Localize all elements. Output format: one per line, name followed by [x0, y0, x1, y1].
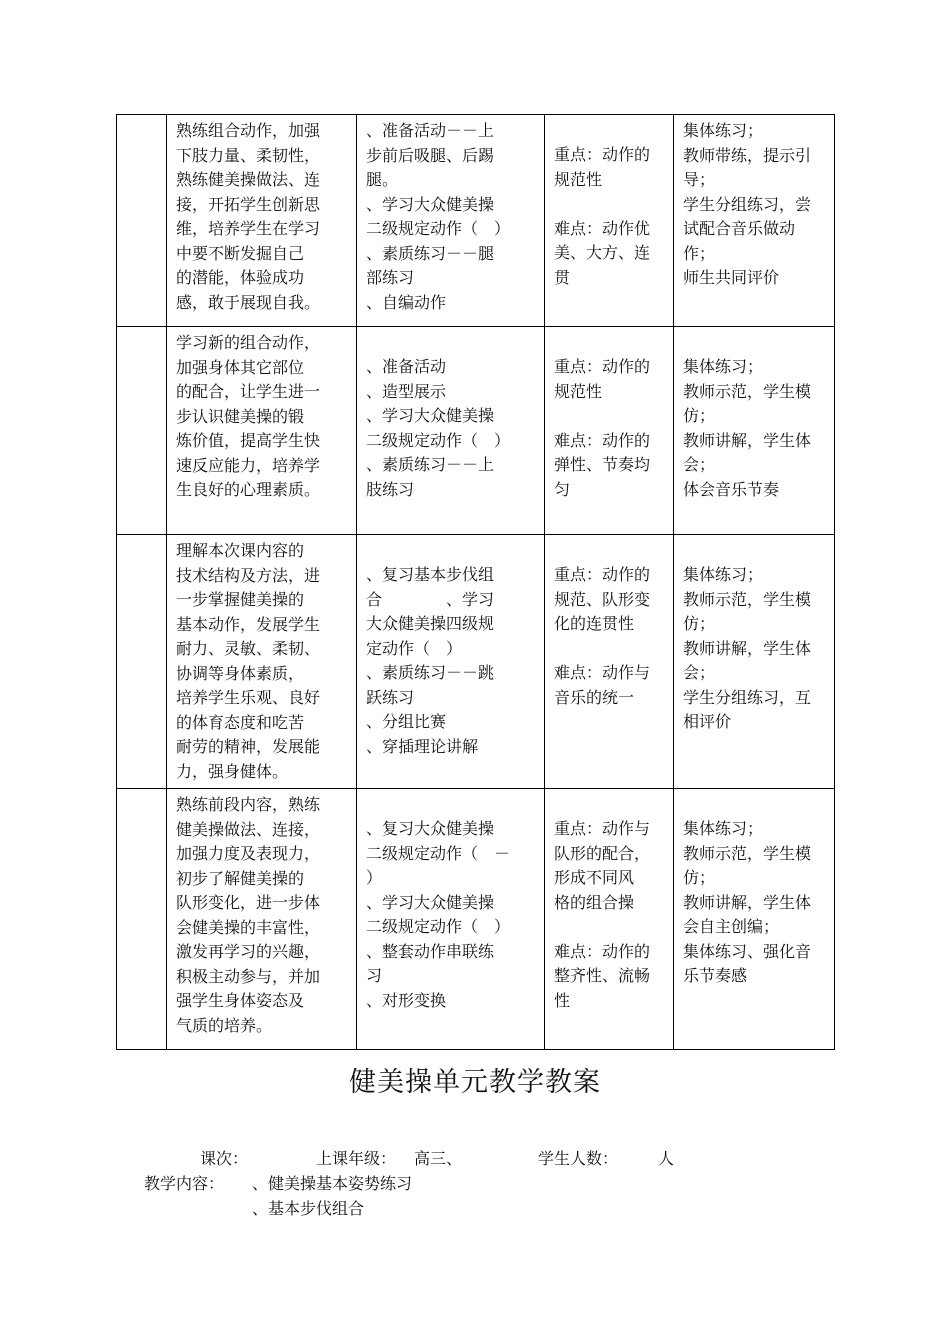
key-points-cell: [545, 115, 674, 327]
method-line: 集体练习；: [683, 357, 764, 376]
method-line: 集体练习、强化音: [683, 941, 812, 961]
content-line: 二级规定动作（ －: [366, 843, 511, 863]
key-point-line: 形成不同风: [554, 868, 635, 887]
objective-line: 的体育态度和吃苦: [176, 712, 305, 732]
method-line: 作；: [683, 243, 716, 263]
method-cell: [674, 115, 835, 327]
objective-line: 耐劳的精神，发展能: [176, 737, 321, 756]
table-row: [117, 789, 835, 1050]
method-line: 会自主创编；: [683, 917, 780, 936]
teaching-content-item: 、基本步伐组合: [252, 1199, 365, 1218]
content-line: 二级规定动作（ ）: [366, 430, 511, 450]
key-point-line: 重点：动作与: [554, 819, 651, 838]
objective-line: 会健美操的丰富性，: [176, 917, 321, 937]
method-line: 教师讲解，学生体: [683, 638, 812, 658]
content-line: 习: [366, 966, 383, 985]
difficulty-line: 弹性、节奏均: [554, 455, 651, 474]
objective-line: 的潜能，体验成功: [176, 268, 305, 287]
content-line: 步前后吸腿、后踢: [366, 145, 495, 165]
difficulty-line: 音乐的统一: [554, 687, 635, 707]
key-point-line: 规范性: [554, 169, 603, 189]
content-line: 合 、学习: [366, 589, 495, 609]
content-line: 肢练习: [366, 479, 415, 499]
grade-value: 高三、: [414, 1149, 463, 1168]
objective-line: 中要不断发掘自己: [176, 243, 305, 263]
objective-line: 熟练前段内容，熟练: [176, 795, 321, 814]
grade-label: 上课年级：: [316, 1149, 397, 1168]
objective-cell: [167, 535, 357, 789]
content-cell: [357, 535, 545, 789]
content-line: 、穿插理论讲解: [366, 736, 479, 756]
spacer: [554, 915, 664, 940]
objective-line: 炼价值，提高学生快: [176, 431, 321, 450]
lesson-index-cell: [117, 327, 167, 535]
content-line: 、素质练习－－跳: [366, 663, 495, 682]
method-line: 学生分组练习，尝: [683, 194, 812, 214]
key-point-line: 化的连贯性: [554, 614, 635, 633]
student-count-label: 学生人数：: [538, 1149, 619, 1168]
content-line: 腿。: [366, 170, 399, 189]
method-line: 试配合音乐做动: [683, 219, 796, 238]
lesson-index-cell: [117, 115, 167, 327]
key-point-line: 规范、队形变: [554, 589, 651, 609]
method-line: 乐节奏感: [683, 966, 748, 985]
method-line: 相评价: [683, 712, 732, 731]
objective-line: 培养学生乐观、良好: [176, 688, 321, 707]
content-line: ）: [366, 868, 383, 887]
content-line: 、准备活动: [366, 357, 447, 376]
method-line: 导；: [683, 170, 716, 189]
objective-line: 熟练健美操做法、连: [176, 170, 321, 189]
content-line: 、分组比赛: [366, 712, 447, 731]
objective-line: 基本动作，发展学生: [176, 614, 321, 634]
content-line: 、素质练习－－上: [366, 455, 495, 474]
objective-line: 步认识健美操的锻: [176, 406, 305, 426]
objective-line: 强学生身体姿态及: [176, 991, 305, 1010]
method-cell: [674, 327, 835, 535]
objective-cell: [167, 789, 357, 1050]
key-point-line: 重点：动作的: [554, 145, 651, 164]
objective-line: 技术结构及方法，进: [176, 565, 321, 585]
difficulty-line: 难点：动作与: [554, 663, 651, 682]
objective-line: 接，开拓学生创新思: [176, 194, 321, 214]
student-count-unit: 人: [658, 1149, 675, 1168]
method-line: 教师讲解，学生体: [683, 892, 812, 912]
objective-line: 健美操做法、连接，: [176, 819, 321, 839]
objective-line: 熟练组合动作，加强: [176, 121, 321, 140]
teaching-content-label: 教学内容：: [144, 1174, 225, 1193]
method-line: 体会音乐节奏: [683, 479, 780, 499]
difficulty-line: 贯: [554, 267, 571, 287]
content-line: 部练习: [366, 268, 415, 287]
method-line: 教师示范，学生模: [683, 589, 812, 609]
content-line: 、学习大众健美操: [366, 406, 495, 425]
teaching-content-item: 、健美操基本姿势练习: [252, 1174, 413, 1193]
method-line: 集体练习；: [683, 565, 764, 584]
content-line: 跃练习: [366, 687, 415, 707]
objective-line: 协调等身体素质，: [176, 663, 305, 683]
objective-line: 加强力度及表现力，: [176, 844, 321, 863]
method-line: 会；: [683, 663, 716, 682]
objective-line: 加强身体其它部位: [176, 357, 305, 377]
objective-line: 学习新的组合动作，: [176, 333, 321, 352]
objective-line: 的配合，让学生进一: [176, 382, 321, 401]
objective-line: 速反应能力，培养学: [176, 455, 321, 475]
method-line: 教师带练，提示引: [683, 145, 812, 165]
content-line: 、学习大众健美操: [366, 892, 495, 912]
method-line: 学生分组练习，互: [683, 687, 812, 707]
method-cell: [674, 789, 835, 1050]
objective-line: 耐力、灵敏、柔韧、: [176, 639, 321, 658]
key-point-line: 重点：动作的: [554, 357, 651, 376]
content-line: 、对形变换: [366, 990, 447, 1010]
objective-line: 力，强身健体。: [176, 761, 289, 781]
table-row: [117, 535, 835, 789]
spacer: [554, 192, 664, 217]
difficulty-line: 匀: [554, 479, 571, 499]
method-line: 教师讲解，学生体: [683, 430, 812, 450]
key-points-cell: [545, 327, 674, 535]
content-line: 大众健美操四级规: [366, 614, 495, 633]
content-line: 、素质练习－－腿: [366, 243, 495, 263]
content-line: 二级规定动作（ ）: [366, 917, 511, 936]
method-line: 教师示范，学生模: [683, 843, 812, 863]
method-line: 会；: [683, 455, 716, 474]
objective-line: 一步掌握健美操的: [176, 590, 305, 609]
objective-cell: [167, 115, 357, 327]
method-line: 集体练习；: [683, 121, 764, 140]
content-cell: [357, 327, 545, 535]
content-line: 、整套动作串联练: [366, 941, 495, 961]
method-line: 教师示范，学生模: [683, 381, 812, 401]
difficulty-line: 美、大方、连: [554, 243, 651, 262]
objective-line: 维，培养学生在学习: [176, 219, 321, 238]
method-line: 仿；: [683, 868, 716, 887]
objective-line: 下肢力量、柔韧性，: [176, 145, 321, 165]
content-line: 、复习基本步伐组: [366, 565, 495, 584]
method-line: 师生共同评价: [683, 268, 780, 287]
objective-line: 初步了解健美操的: [176, 868, 305, 888]
difficulty-line: 性: [554, 990, 571, 1010]
lesson-plan-table: [116, 114, 835, 1050]
objective-cell: [167, 327, 357, 535]
lesson-index-cell: [117, 535, 167, 789]
objective-line: 理解本次课内容的: [176, 541, 305, 560]
key-point-line: 格的组合操: [554, 892, 635, 912]
content-line: 、准备活动－－上: [366, 121, 495, 140]
objective-line: 气质的培养。: [176, 1015, 273, 1035]
method-line: 仿；: [683, 614, 716, 633]
lesson-number-label: 课次：: [200, 1149, 249, 1168]
key-points-cell: [545, 789, 674, 1050]
difficulty-line: 难点：动作的: [554, 941, 651, 961]
key-point-line: 队形的配合，: [554, 843, 651, 863]
content-line: 二级规定动作（ ）: [366, 219, 511, 238]
difficulty-line: 整齐性、流畅: [554, 966, 651, 985]
table-row: [117, 115, 835, 327]
objective-line: 队形变化，进一步体: [176, 893, 321, 912]
content-line: 、学习大众健美操: [366, 194, 495, 214]
table-row: [117, 327, 835, 535]
spacer: [554, 404, 664, 429]
spacer: [554, 637, 664, 662]
method-cell: [674, 535, 835, 789]
objective-line: 生良好的心理素质。: [176, 480, 321, 499]
key-point-line: 重点：动作的: [554, 565, 651, 584]
difficulty-line: 难点：动作的: [554, 430, 651, 450]
method-line: 仿；: [683, 406, 716, 425]
content-line: 定动作（ ）: [366, 638, 463, 658]
method-line: 集体练习；: [683, 819, 764, 838]
key-points-cell: [545, 535, 674, 789]
difficulty-line: 难点：动作优: [554, 218, 651, 238]
objective-line: 感，敢于展现自我。: [176, 292, 321, 312]
content-cell: [357, 115, 545, 327]
content-line: 、造型展示: [366, 381, 447, 401]
content-cell: [357, 789, 545, 1050]
key-point-line: 规范性: [554, 381, 603, 401]
objective-line: 激发再学习的兴趣，: [176, 942, 321, 961]
content-line: 、自编动作: [366, 292, 447, 312]
lesson-index-cell: [117, 789, 167, 1050]
objective-line: 积极主动参与，并加: [176, 966, 321, 986]
content-line: 、复习大众健美操: [366, 819, 495, 838]
page-title: 健美操单元教学教案: [349, 1067, 601, 1098]
